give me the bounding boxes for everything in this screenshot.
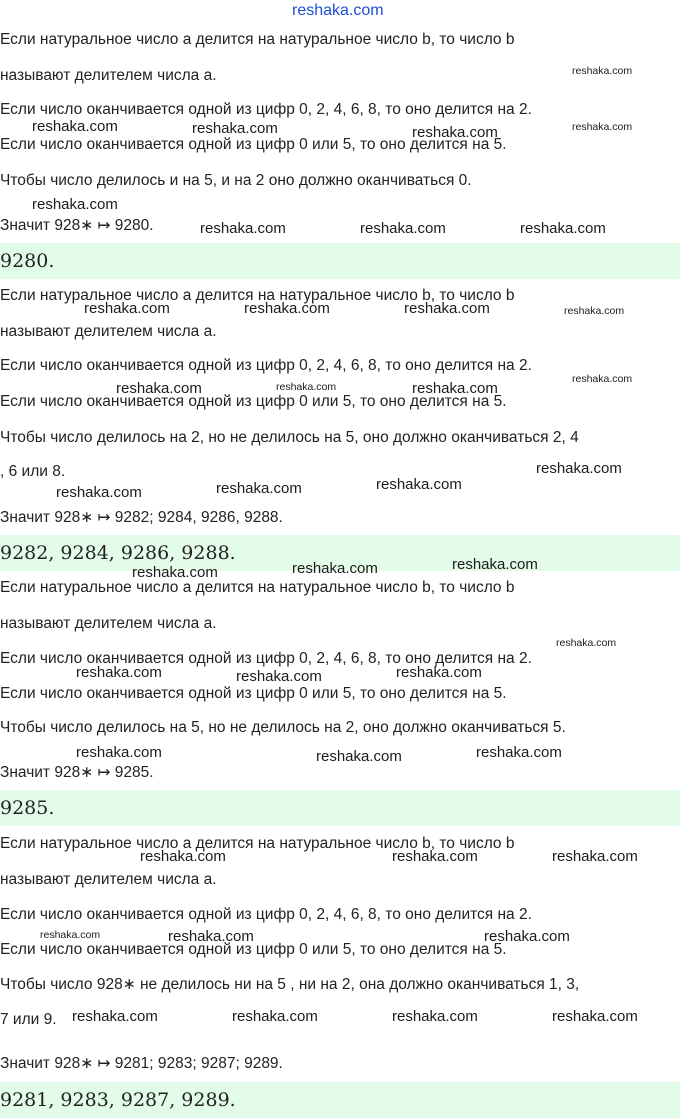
reasoning-text: Чтобы число 928∗ не делилось ни на 5 , ни на 2, она должно оканчиваться 1, 3, (0, 976, 580, 993)
reasoning-text-continued: 7 или 9. (0, 1011, 57, 1028)
watermark: reshaka.com (56, 484, 142, 501)
watermark: reshaka.com (556, 637, 617, 649)
conclusion-text: Значит 928∗ ↦ 9282; 9284, 9286, 9288. (0, 509, 283, 526)
reasoning-text: Чтобы число делилось на 5, но не делилось на 2, оно должно оканчиваться 5. (0, 719, 566, 736)
watermark: reshaka.com (32, 118, 118, 135)
watermark: reshaka.com (168, 928, 254, 945)
definition-line-1: Если натуральное число a делится на натуральное число b, то число b (0, 835, 515, 852)
watermark: reshaka.com (572, 121, 633, 133)
answer-text: 9285. (0, 797, 55, 819)
watermark: reshaka.com (476, 744, 562, 761)
watermark: reshaka.com (572, 65, 633, 77)
watermark: reshaka.com (232, 1008, 318, 1025)
watermark: reshaka.com (292, 560, 378, 577)
definition-line-2: называют делителем числа a. (0, 67, 217, 84)
watermark: reshaka.com (276, 381, 337, 393)
watermark: reshaka.com (200, 220, 286, 237)
answer-band (0, 790, 680, 826)
conclusion-text: Значит 928∗ ↦ 9280. (0, 217, 154, 234)
rule-div-2: Если число оканчивается одной из цифр 0, 2, 4, 6, 8, то оно делится на 2. (0, 650, 532, 667)
reasoning-text: Чтобы число делилось и на 5, и на 2 оно должно оканчиваться 0. (0, 172, 472, 189)
rule-div-2: Если число оканчивается одной из цифр 0, 2, 4, 6, 8, то оно делится на 2. (0, 906, 532, 923)
watermark: reshaka.com (72, 1008, 158, 1025)
rule-div-5: Если число оканчивается одной из цифр 0 или 5, то оно делится на 5. (0, 136, 507, 153)
watermark: reshaka.com (76, 744, 162, 761)
watermark: reshaka.com (452, 556, 538, 573)
watermark: reshaka.com (564, 305, 625, 317)
conclusion-text: Значит 928∗ ↦ 9281; 9283; 9287; 9289. (0, 1055, 283, 1072)
watermark: reshaka.com (484, 928, 570, 945)
conclusion-text: Значит 928∗ ↦ 9285. (0, 764, 154, 781)
definition-line-1: Если натуральное число a делится на натуральное число b, то число b (0, 287, 515, 304)
rule-div-5: Если число оканчивается одной из цифр 0 или 5, то оно делится на 5. (0, 393, 507, 410)
rule-div-5: Если число оканчивается одной из цифр 0 или 5, то оно делится на 5. (0, 941, 507, 958)
watermark: reshaka.com (392, 848, 478, 865)
watermark: reshaka.com (32, 196, 118, 213)
watermark: reshaka.com (76, 664, 162, 681)
watermark: reshaka.com (244, 300, 330, 317)
watermark: reshaka.com (396, 664, 482, 681)
rule-div-5: Если число оканчивается одной из цифр 0 или 5, то оно делится на 5. (0, 685, 507, 702)
watermark: reshaka.com (404, 300, 490, 317)
watermark: reshaka.com (140, 848, 226, 865)
watermark: reshaka.com (316, 748, 402, 765)
rule-div-2: Если число оканчивается одной из цифр 0, 2, 4, 6, 8, то оно делится на 2. (0, 357, 532, 374)
reasoning-text-continued: , 6 или 8. (0, 463, 66, 480)
watermark: reshaka.com (412, 380, 498, 397)
watermark: reshaka.com (132, 564, 218, 581)
watermark: reshaka.com (412, 124, 498, 141)
rule-div-2: Если число оканчивается одной из цифр 0, 2, 4, 6, 8, то оно делится на 2. (0, 101, 532, 118)
definition-line-2: называют делителем числа a. (0, 871, 217, 888)
definition-line-2: называют делителем числа a. (0, 615, 217, 632)
watermark: reshaka.com (376, 476, 462, 493)
watermark: reshaka.com (216, 480, 302, 497)
answer-band (0, 243, 680, 279)
definition-line-1: Если натуральное число a делится на натуральное число b, то число b (0, 31, 515, 48)
watermark: reshaka.com (192, 120, 278, 137)
watermark: reshaka.com (236, 668, 322, 685)
definition-line-2: называют делителем числа a. (0, 323, 217, 340)
definition-line-1: Если натуральное число a делится на натуральное число b, то число b (0, 579, 515, 596)
watermark: reshaka.com (552, 848, 638, 865)
watermark: reshaka.com (520, 220, 606, 237)
watermark: reshaka.com (392, 1008, 478, 1025)
watermark: reshaka.com (116, 380, 202, 397)
answer-text: 9280. (0, 250, 55, 272)
watermark: reshaka.com (572, 373, 633, 385)
watermark: reshaka.com (536, 460, 622, 477)
watermark: reshaka.com (40, 929, 101, 941)
watermark: reshaka.com (552, 1008, 638, 1025)
answer-text: 9282, 9284, 9286, 9288. (0, 542, 236, 564)
reasoning-text: Чтобы число делилось на 2, но не делилось на 5, оно должно оканчиваться 2, 4 (0, 429, 579, 446)
site-watermark-top: reshaka.com (292, 2, 384, 19)
answer-text: 9281, 9283, 9287, 9289. (0, 1089, 236, 1111)
watermark: reshaka.com (84, 300, 170, 317)
watermark: reshaka.com (360, 220, 446, 237)
